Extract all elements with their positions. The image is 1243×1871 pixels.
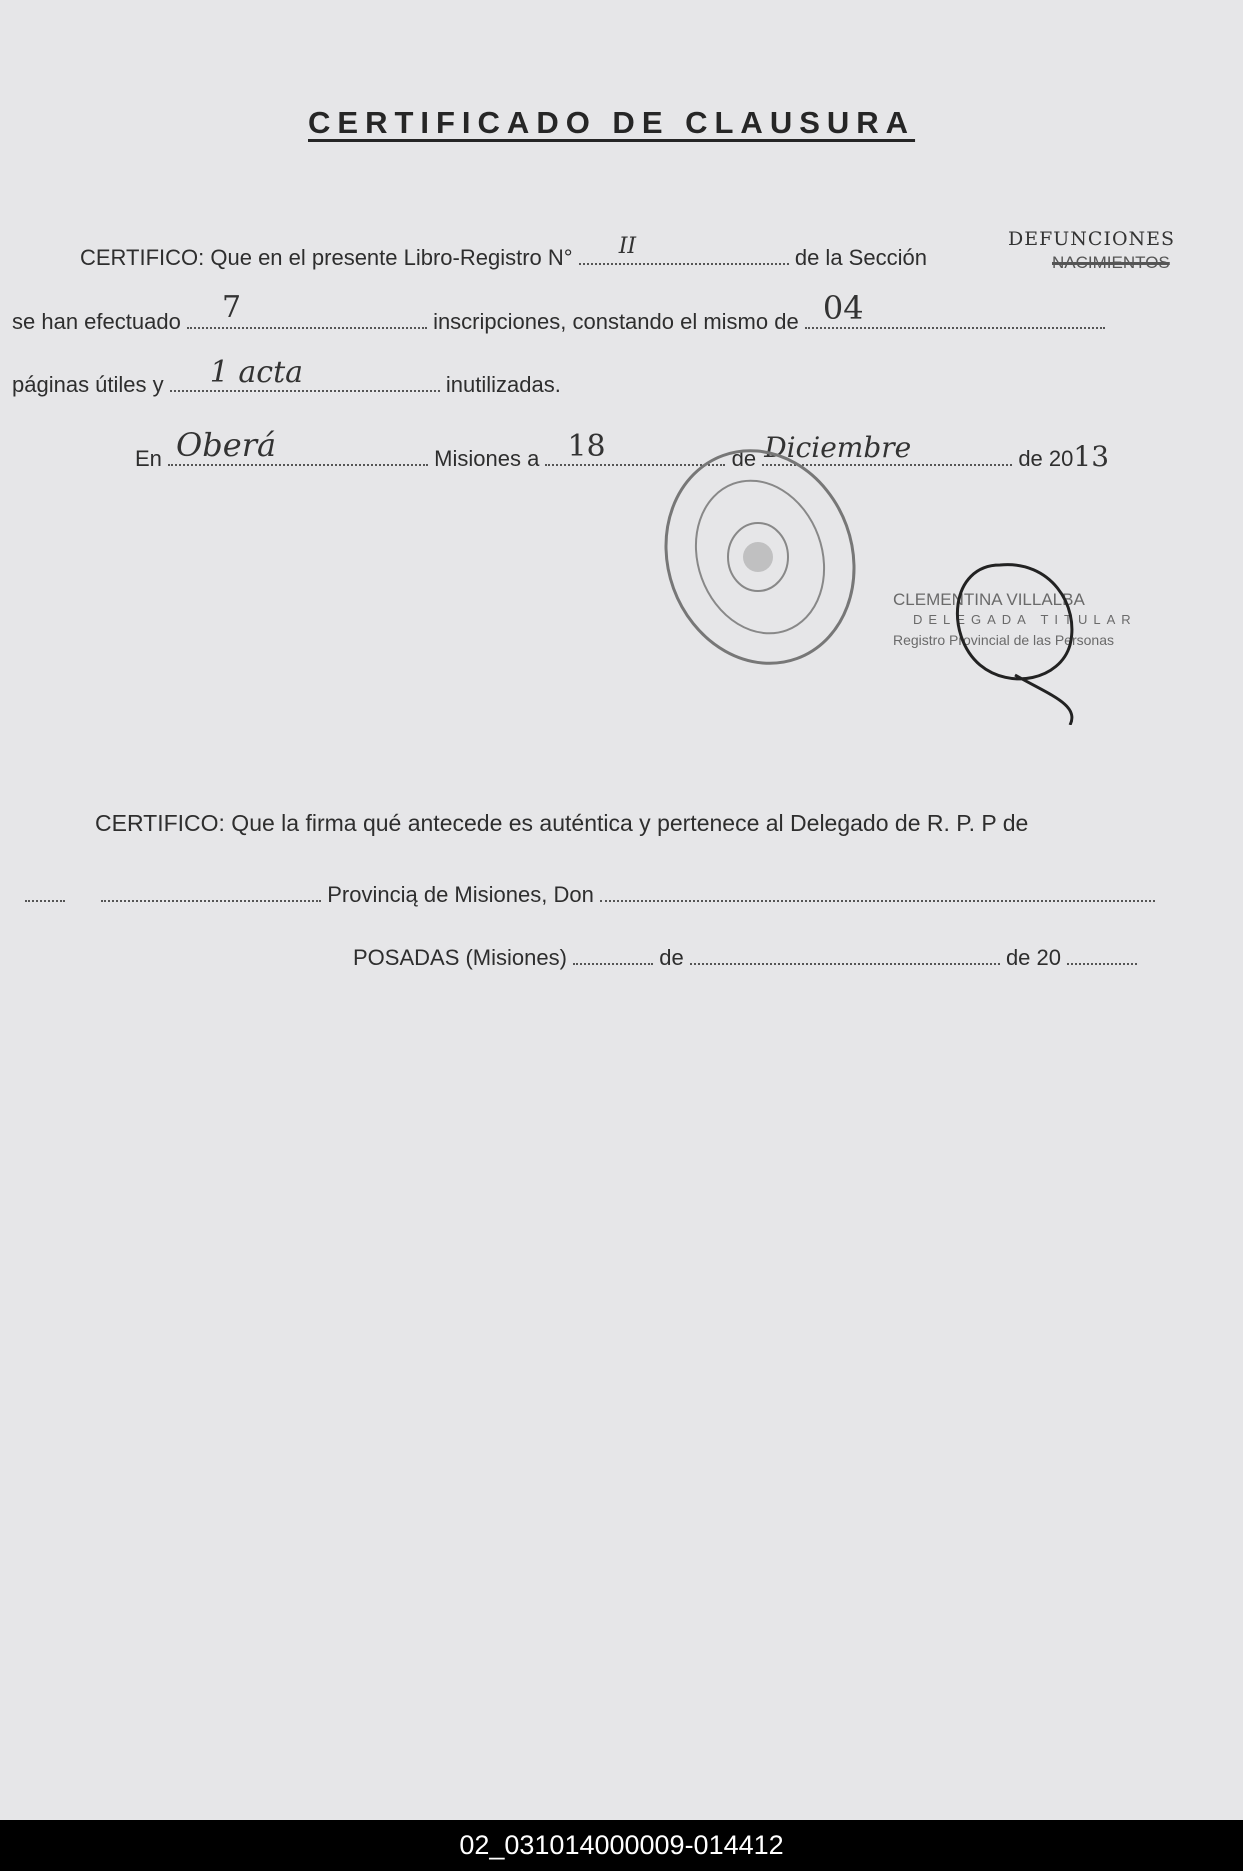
cert1-line3: [12, 355, 561, 398]
de-20-label: de 20: [1018, 446, 1074, 471]
inutilizadas-label: inutilizadas.: [445, 372, 561, 397]
seccion-crossed-out: NACIMIENTOS: [1052, 253, 1170, 272]
posadas-de20-label: de 20: [1005, 945, 1061, 970]
mes-value: Diciembre: [764, 431, 912, 464]
inutilizadas-value: 1 acta: [209, 355, 304, 390]
libro-num-field: [579, 234, 789, 265]
constando-label: constando el mismo de: [572, 309, 799, 334]
seccion-handwritten: DEFUNCIONES: [1008, 228, 1176, 250]
document-id-footer: 02_031014000009-014412: [0, 1820, 1243, 1871]
posadas-mes-field: [690, 943, 1000, 965]
cert2-line1: CERTIFICO: Que la firma qué antecede es auténtica y pertenece al Delegado de R. P. P de: [95, 810, 1029, 836]
signature-icon: [940, 555, 1100, 725]
posadas-label: POSADAS (Misiones): [353, 945, 567, 970]
cert1-line1: [80, 234, 927, 271]
lugar-value: Oberá: [176, 426, 277, 464]
cert1-line4: [135, 426, 1110, 473]
cert2-dots-a: [25, 880, 65, 902]
posadas-anio-field: [1067, 943, 1137, 965]
cert1-line2: [12, 289, 1105, 335]
posadas-dia-field: [573, 943, 653, 965]
posadas-de-label: de: [659, 945, 684, 970]
paginas-field: [805, 289, 1105, 329]
inscripciones-field: [187, 290, 427, 329]
misiones-label: Misiones a: [434, 446, 540, 471]
paginas-utiles-label: páginas útiles y: [12, 372, 164, 397]
paginas-value: 04: [822, 289, 864, 327]
inutilizadas-field: [170, 355, 440, 392]
provincia-label: Provincią de Misiones, Don: [327, 882, 594, 907]
cert1-line1-text: CERTIFICO: Que en el presente Libro-Registro N°: [80, 245, 573, 270]
lugar-field: [168, 426, 428, 466]
seal-name: CLEMENTINA VILLALBA: [893, 590, 1085, 609]
libro-num-value: II: [618, 234, 637, 259]
efectuado-label: se han efectuado: [12, 309, 181, 334]
inscripciones-value: 7: [221, 290, 242, 325]
cert2-line3: [353, 943, 1137, 971]
anio-value: 13: [1073, 440, 1110, 473]
official-stamp-icon: [660, 445, 860, 675]
document-title: CERTIFICADO DE CLAUSURA: [308, 105, 916, 140]
inscripciones-label: inscripciones,: [433, 309, 567, 334]
cert2-line2: [25, 880, 1155, 908]
don-field: [600, 880, 1155, 902]
dia-value: 18: [567, 429, 606, 464]
seal-org: Registro Provincial de las Personas: [893, 632, 1114, 648]
seccion-label: de la Sección: [794, 245, 927, 270]
cert2-dots-b: [101, 880, 321, 902]
en-label: En: [135, 446, 162, 471]
de-label: de: [731, 446, 757, 471]
seal-role: DELEGADA TITULAR: [913, 612, 1137, 627]
